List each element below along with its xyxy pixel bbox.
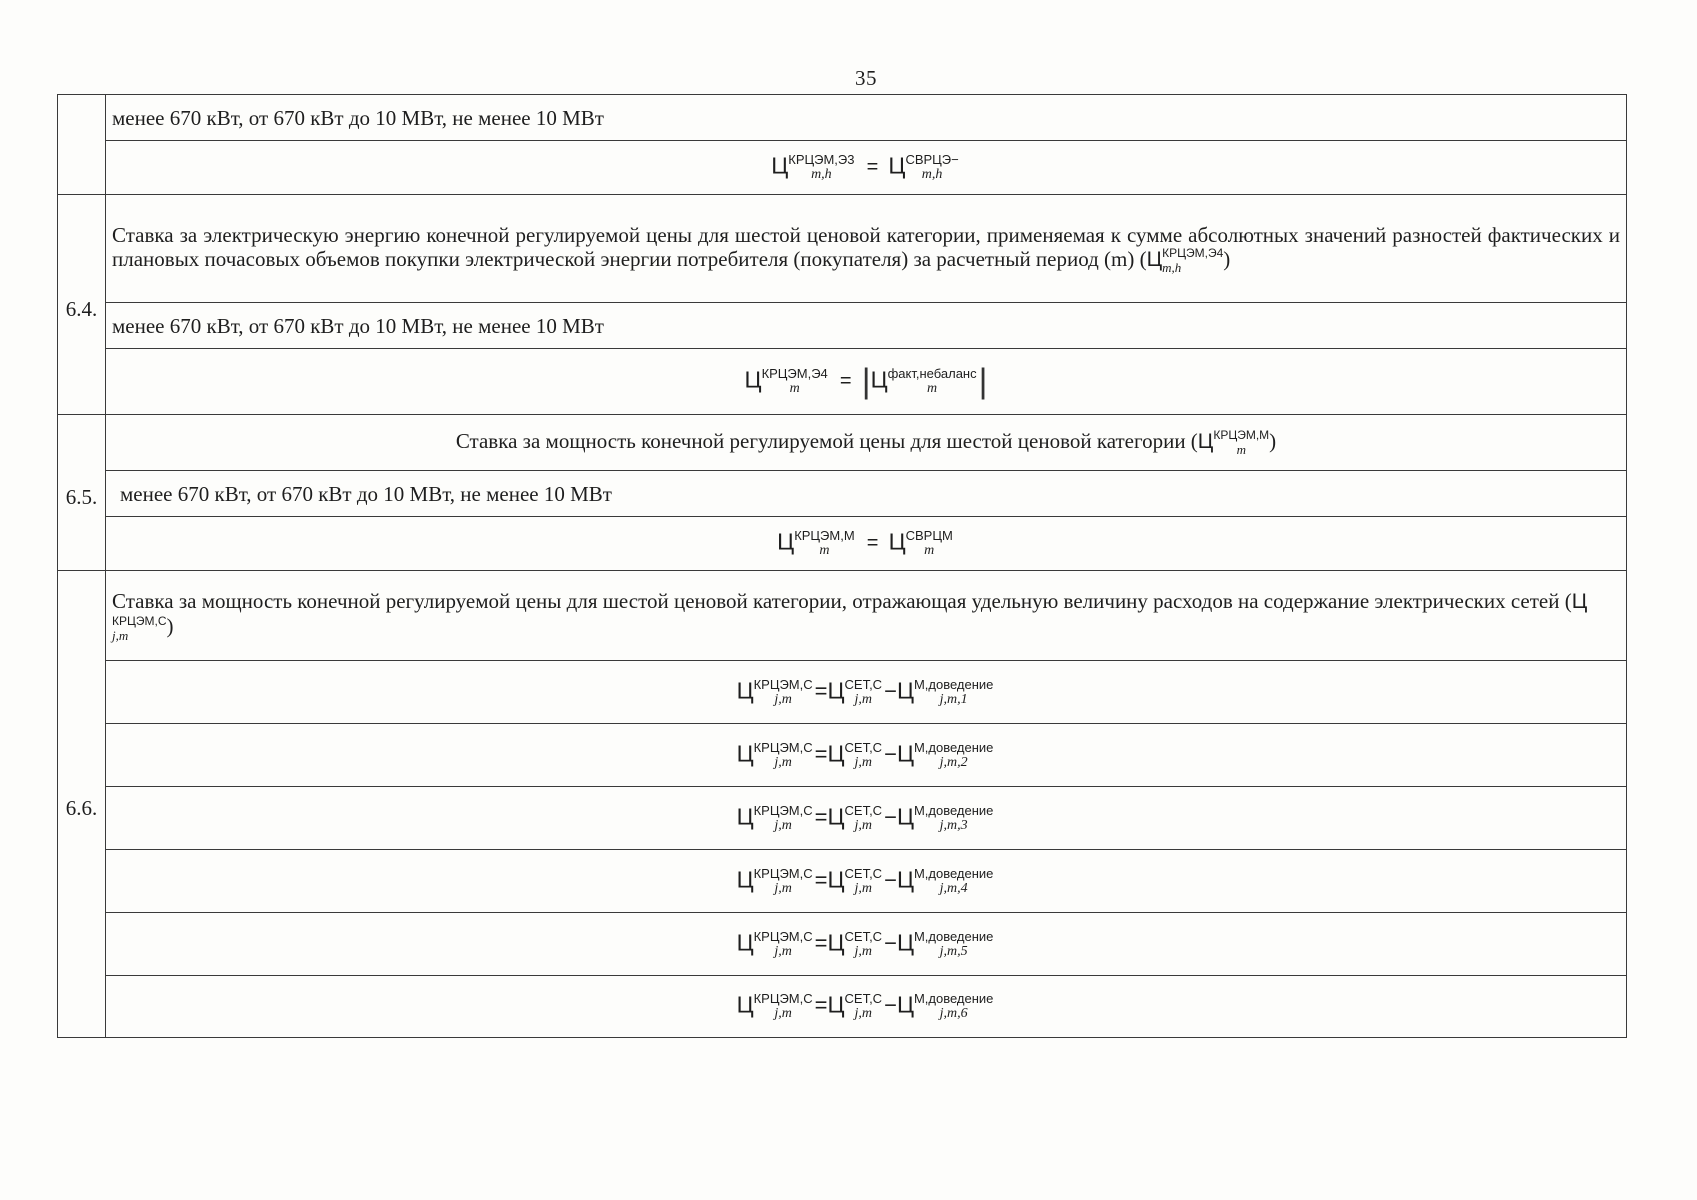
formula-cell: [106, 724, 1627, 787]
power-range-text: менее 670 кВт, от 670 кВт до 10 МВт, не менее 10 МВт: [106, 95, 1627, 141]
table-row: [58, 571, 1627, 661]
table-row: [58, 349, 1627, 415]
formula: Ц КРЦЭМ,Э4 m = |Ц факт,небаланс m |: [744, 362, 988, 401]
table-row: [58, 517, 1627, 571]
formula-cell: [106, 141, 1627, 195]
table-row: [58, 95, 1627, 141]
formula-cell: [106, 661, 1627, 724]
section-number: 6.4.: [58, 195, 106, 415]
section-title: Ставка за электрическую энергию конечной регулируемой цены для шестой ценовой категории, применяемая к сумме абсолютных значений разностей фактических и плановых почасовых объемов покупки электрической энергии потребителя (покупателя) за расчетный период (m) (Ц КРЦЭМ,Э4 m,h ): [106, 195, 1627, 303]
row-number-cell-empty: [58, 95, 106, 195]
abs-bar-right-icon: |: [978, 362, 988, 401]
power-range-text: менее 670 кВт, от 670 кВт до 10 МВт, не менее 10 МВт: [106, 303, 1627, 349]
table-row: [58, 141, 1627, 195]
formula-cell: [106, 517, 1627, 571]
table-row: [58, 415, 1627, 471]
power-range-text: менее 670 кВт, от 670 кВт до 10 МВт, не менее 10 МВт: [106, 471, 1627, 517]
formula: Ц КРЦЭМ,Э3 m,h = Ц СВРЦЭ− m,h: [771, 152, 959, 182]
table-row: [58, 303, 1627, 349]
formula-cell: [106, 976, 1627, 1038]
table-row: [58, 850, 1627, 913]
formula: Ц КРЦЭМ,С j,m =Ц СЕТ,С j,m −Ц М,доведение j,m,5: [736, 928, 994, 959]
formula-cell: [106, 850, 1627, 913]
table-row: [58, 724, 1627, 787]
table-row: [58, 195, 1627, 303]
table-row: [58, 787, 1627, 850]
formula: Ц КРЦЭМ,С j,m =Ц СЕТ,С j,m −Ц М,доведение j,m,4: [736, 865, 994, 896]
tariff-table: [57, 94, 1627, 1038]
table-row: [58, 471, 1627, 517]
table-row: [58, 976, 1627, 1038]
page-number: 35: [855, 66, 877, 90]
section-number: 6.5.: [58, 415, 106, 571]
table-row: [58, 661, 1627, 724]
table-row: [58, 913, 1627, 976]
formula: Ц КРЦЭМ,С j,m =Ц СЕТ,С j,m −Ц М,доведение j,m,6: [736, 991, 994, 1021]
section-number: 6.6.: [58, 571, 106, 1038]
formula: Ц КРЦЭМ,С j,m =Ц СЕТ,С j,m −Ц М,доведение j,m,3: [736, 802, 994, 833]
formula: Ц КРЦЭМ,М m = Ц СВРЦМ m: [777, 528, 953, 558]
formula: Ц КРЦЭМ,С j,m =Ц СЕТ,С j,m −Ц М,доведение j,m,2: [736, 739, 994, 770]
section-title: Ставка за мощность конечной регулируемой цены для шестой ценовой категории (Ц КРЦЭМ,М m ): [106, 415, 1627, 471]
formula-cell: [106, 787, 1627, 850]
formula-cell: [106, 913, 1627, 976]
formula-cell: [106, 349, 1627, 415]
formula: Ц КРЦЭМ,С j,m =Ц СЕТ,С j,m −Ц М,доведение j,m,1: [736, 676, 994, 707]
abs-bar-left-icon: |: [861, 362, 871, 401]
section-title: Ставка за мощность конечной регулируемой цены для шестой ценовой категории, отражающая удельную величину расходов на содержание электрических сетей (Ц КРЦЭМ,С j,m ): [106, 571, 1627, 661]
